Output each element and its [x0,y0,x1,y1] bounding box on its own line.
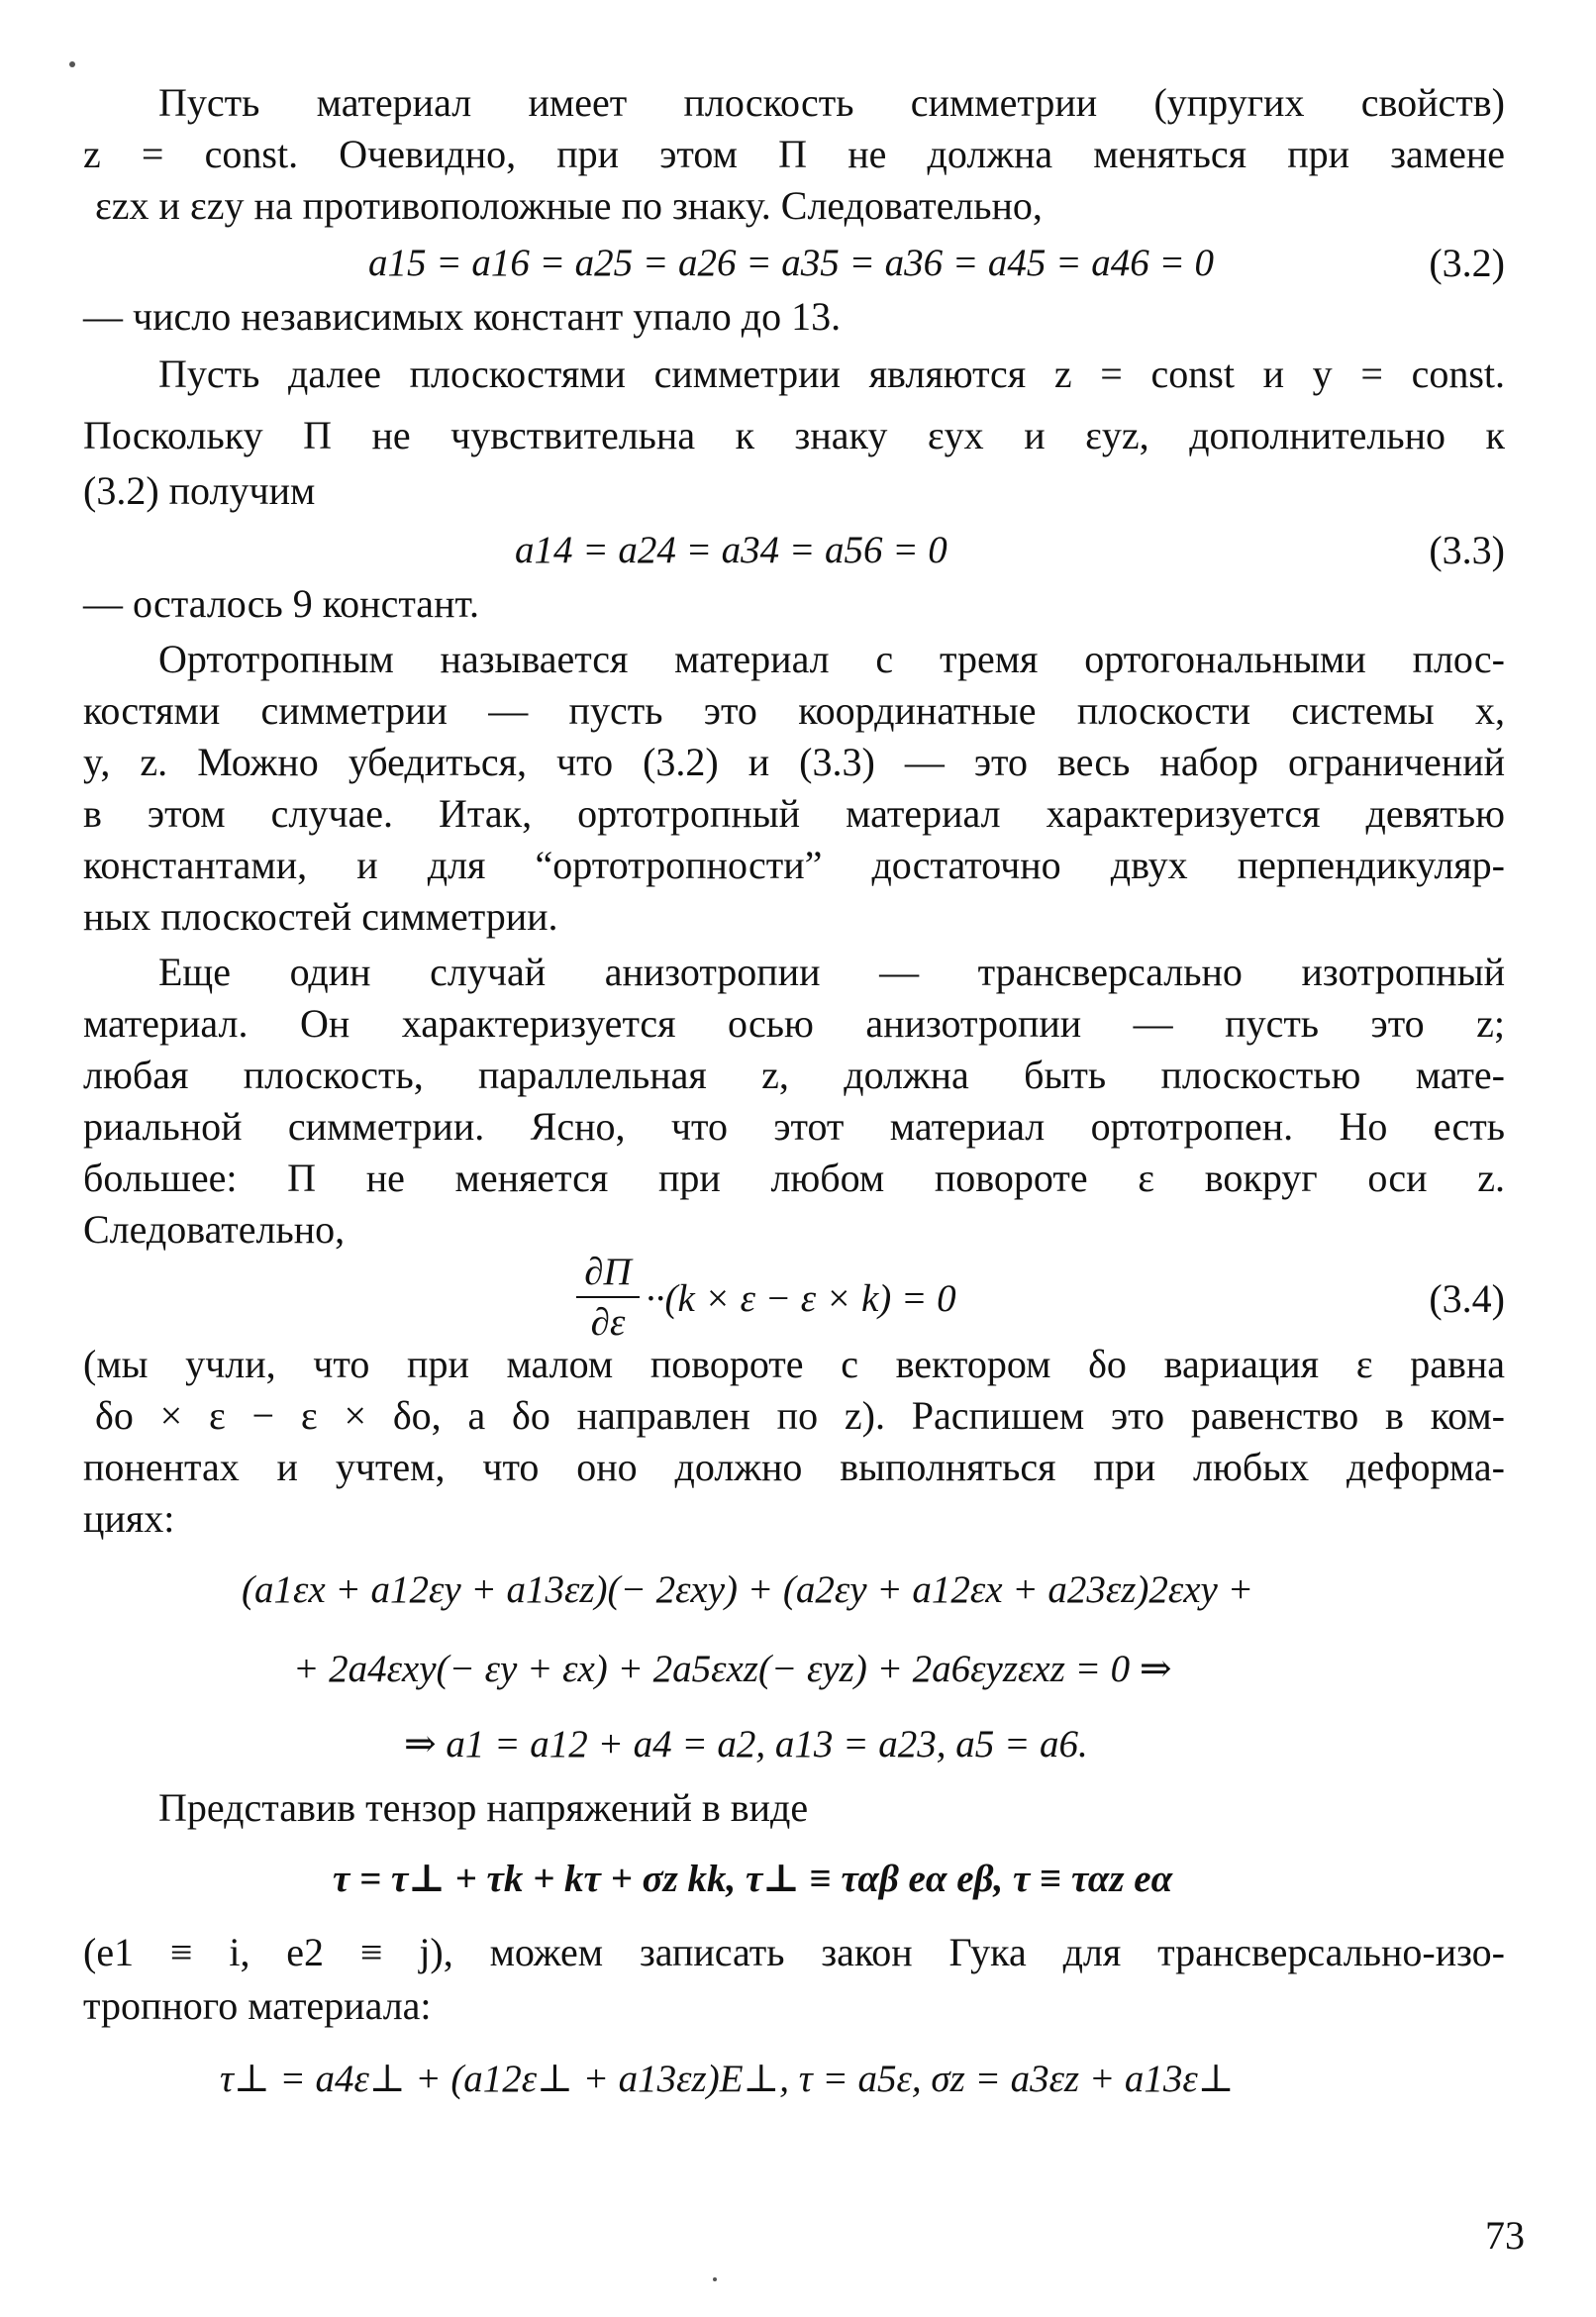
fraction-bar [576,1296,640,1298]
equation-number: (3.3) [1429,528,1505,572]
paragraph-line: Пусть далее плоскостями симметрии являются z = const и y = const. [158,352,1505,396]
paragraph-line: тропного материала: [83,1983,432,2028]
scan-speck [713,2277,717,2281]
page-number: 73 [1485,2213,1525,2258]
fraction-numerator: ∂П [584,1251,632,1293]
paragraph-line: большее: П не меняется при любом повороте ε вокруг оси z. [83,1156,1505,1200]
paragraph-line: костями симметрии — пусть это координатные плоскости системы x, [83,688,1505,733]
paragraph-line: Следовательно, [83,1207,346,1252]
paragraph-line: (мы учли, что при малом повороте с вектором δo вариация ε равна [83,1342,1505,1386]
paragraph-line: Представив тензор напряжений в виде [158,1785,809,1830]
paragraph-line: Пусть материал имеет плоскость симметрии (упругих свойств) [158,80,1505,125]
equation-3-2: a15 = a16 = a25 = a26 = a35 = a36 = a45 = a46 = 0 [368,242,1215,284]
equation-system-row: ⇒ a1 = a12 + a4 = a2, a13 = a23, a5 = a6. [404,1723,1088,1765]
paragraph-line: в этом случае. Итак, ортотропный материал характеризуется девятью [83,791,1505,836]
paragraph-line: (e1 ≡ i, e2 ≡ j), можем записать закон Гука для трансверсально-изо- [83,1930,1505,1974]
paragraph-line: константами, и для “ортотропности” достаточно двух перпендикуляр- [83,843,1505,887]
fraction-denominator: ∂ε [590,1301,626,1344]
equation-3-3: a14 = a24 = a34 = a56 = 0 [515,529,948,571]
paragraph-line: δo × ε − ε × δo, а δo направлен по z). Распишем это равенство в ком- [95,1393,1505,1438]
equation-number: (3.4) [1429,1276,1505,1321]
paragraph-line: Ортотропным называется материал с тремя ортогональными плос- [158,637,1505,681]
paragraph-line: понентах и учтем, что оно должно выполняться при любых деформа- [83,1445,1505,1489]
paragraph-line: z = const. Очевидно, при этом П не должна меняться при замене [83,132,1505,176]
paragraph-line: материал. Он характеризуется осью анизотропии — пусть это z; [83,1001,1505,1046]
paragraph-line: любая плоскость, параллельная z, должна быть плоскостью мате- [83,1053,1505,1097]
partial-fraction [576,1250,640,1345]
paragraph-line: — число независимых констант упало до 13. [83,294,842,339]
scan-speck [69,61,75,67]
paragraph-line: εzx и εzy на противоположные по знаку. Следовательно, [95,183,1043,228]
equation-number: (3.2) [1429,241,1505,285]
paragraph-line: ных плоскостей симметрии. [83,894,558,939]
equation-3-4: ··(k × ε − ε × k) = 0 [646,1277,956,1320]
stress-tensor-equation: τ = τ⊥ + τk + kτ + σz kk, τ⊥ ≡ ταβ eα eβ, τ ≡ ταz eα [333,1858,1173,1900]
paragraph-line: циях: [83,1496,175,1541]
paragraph-line: Еще один случай анизотропии — трансверсально изотропный [158,950,1505,994]
paragraph-line: Поскольку П не чувствительна к знаку εyx и εyz, дополнительно к [83,413,1505,457]
equation-system-row: + 2a4εxy(− εy + εx) + 2a5εxz(− εyz) + 2a6εyzεxz = 0 ⇒ [293,1648,1172,1690]
paragraph-line: y, z. Можно убедиться, что (3.2) и (3.3) — это весь набор ограничений [83,740,1505,784]
paragraph-line: (3.2) получим [83,468,316,513]
paragraph-line: риальной симметрии. Ясно, что этот материал ортотропен. Но есть [83,1104,1505,1149]
paragraph-line: — осталось 9 констант. [83,581,479,626]
hooke-law-equation: τ⊥ = a4ε⊥ + (a12ε⊥ + a13εz)E⊥, τ = a5ε, σz = a3εz + a13ε⊥ [220,2058,1235,2100]
equation-system-row: (a1εx + a12εy + a13εz)(− 2εxy) + (a2εy + a12εx + a23εz)2εxy + [242,1568,1253,1611]
